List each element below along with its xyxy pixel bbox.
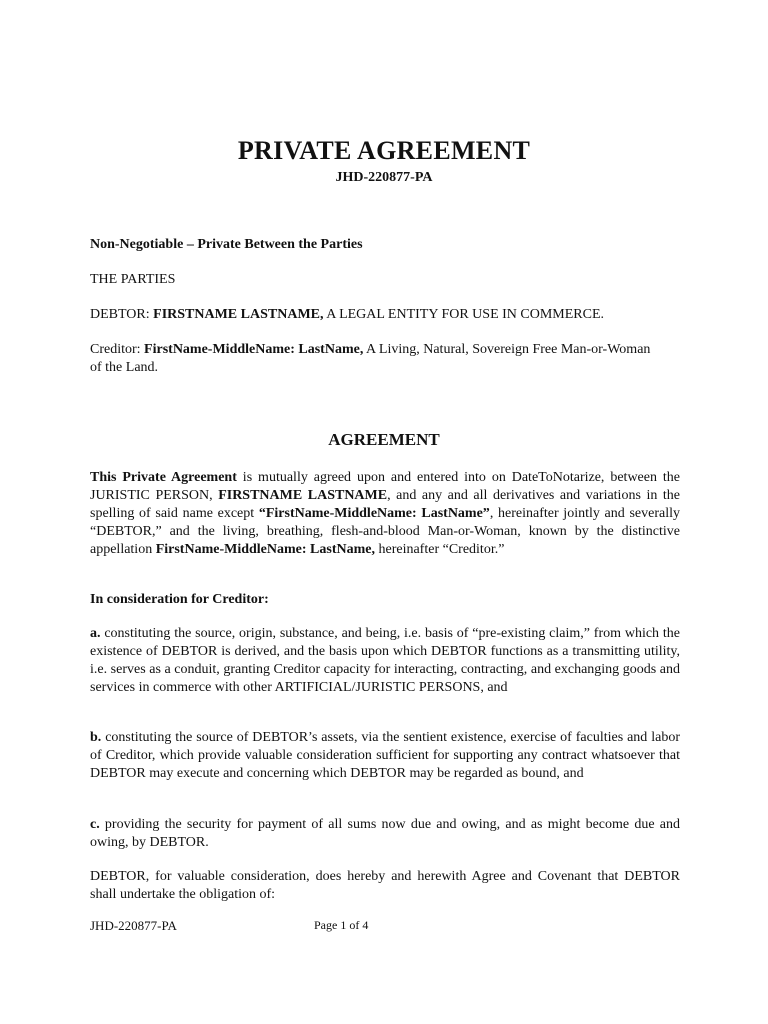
debtor-label: DEBTOR: bbox=[90, 307, 154, 322]
agreement-heading: AGREEMENT bbox=[328, 430, 440, 449]
agreement-text-2: is mutually agreed upon and entered into on DateToNotarize, between the JURISTIC PERSON, bbox=[90, 470, 681, 503]
agreement-text-7: FirstName-MiddleName: LastName, bbox=[155, 542, 375, 557]
agreement-text-8: hereinafter “Creditor.” bbox=[374, 542, 505, 557]
creditor-label: Creditor: bbox=[90, 342, 145, 357]
document-subtitle: Non-Negotiable – Private Between the Parties bbox=[90, 237, 363, 252]
footer-reference: JHD-220877-PA bbox=[90, 918, 177, 933]
covenant-paragraph: DEBTOR, for valuable consideration, does hereby and herewith Agree and Covenant that DEBTOR shall undertake the obligation of: bbox=[90, 869, 680, 902]
agreement-text-3: FIRSTNAME LASTNAME bbox=[218, 488, 388, 503]
clause-b-text: constituting the source of DEBTOR’s assets, via the sentient existence, exercise of faculties and labor of Creditor, which provide valuable consideration sufficient for supporting any contract whatsoever that DEBTOR may execute and concerning which DEBTOR may be regarded as bound, and bbox=[90, 730, 680, 781]
clause-a-text: constituting the source, origin, substance, and being, i.e. basis of “pre-existing claim,” from which the existence of DEBTOR is derived, and the basis upon which DEBTOR functions as a transmitting utility, i.e. serves as a conduit, granting Creditor capacity for interacting, contracting, and exchanging goods and services in commerce with other ARTIFICIAL/JURISTIC PERSONS, and bbox=[90, 626, 680, 695]
debtor-description: A LEGAL ENTITY FOR USE IN COMMERCE. bbox=[323, 307, 605, 322]
clause-b-letter: b. bbox=[90, 730, 102, 745]
creditor-description: A Living, Natural, Sovereign Free Man-or-Woman of the Land. bbox=[90, 342, 651, 375]
clause-a bbox=[90, 625, 680, 697]
clause-b bbox=[90, 729, 680, 783]
agreement-text-5: “FirstName-MiddleName: LastName” bbox=[258, 506, 490, 521]
creditor-line bbox=[90, 341, 665, 377]
consideration-heading: In consideration for Creditor: bbox=[90, 592, 269, 607]
agreement-paragraph bbox=[90, 469, 680, 559]
agreement-text-1: This Private Agreement bbox=[90, 470, 237, 485]
document-title: PRIVATE AGREEMENT bbox=[237, 136, 531, 165]
clause-c bbox=[90, 816, 680, 852]
creditor-name: FirstName-MiddleName: LastName, bbox=[144, 342, 364, 357]
clause-a-letter: a. bbox=[90, 626, 101, 641]
clause-c-letter: c. bbox=[90, 817, 100, 832]
parties-heading: THE PARTIES bbox=[90, 272, 176, 287]
footer-page-number: Page 1 of 4 bbox=[314, 918, 369, 932]
agreement-text-6: , hereinafter jointly and severally “DEBTOR,” and the living, breathing, flesh-and-blood Man-or-Woman, known by the distinctive appellation bbox=[90, 506, 680, 557]
document-reference: JHD-220877-PA bbox=[335, 170, 433, 185]
debtor-name: FIRSTNAME LASTNAME, bbox=[153, 307, 324, 322]
clause-c-text: providing the security for payment of all sums now due and owing, and as might become due and owing, by DEBTOR. bbox=[90, 817, 680, 850]
agreement-text-4: , and any and all derivatives and variations in the spelling of said name except bbox=[90, 488, 680, 521]
debtor-line bbox=[90, 306, 680, 324]
